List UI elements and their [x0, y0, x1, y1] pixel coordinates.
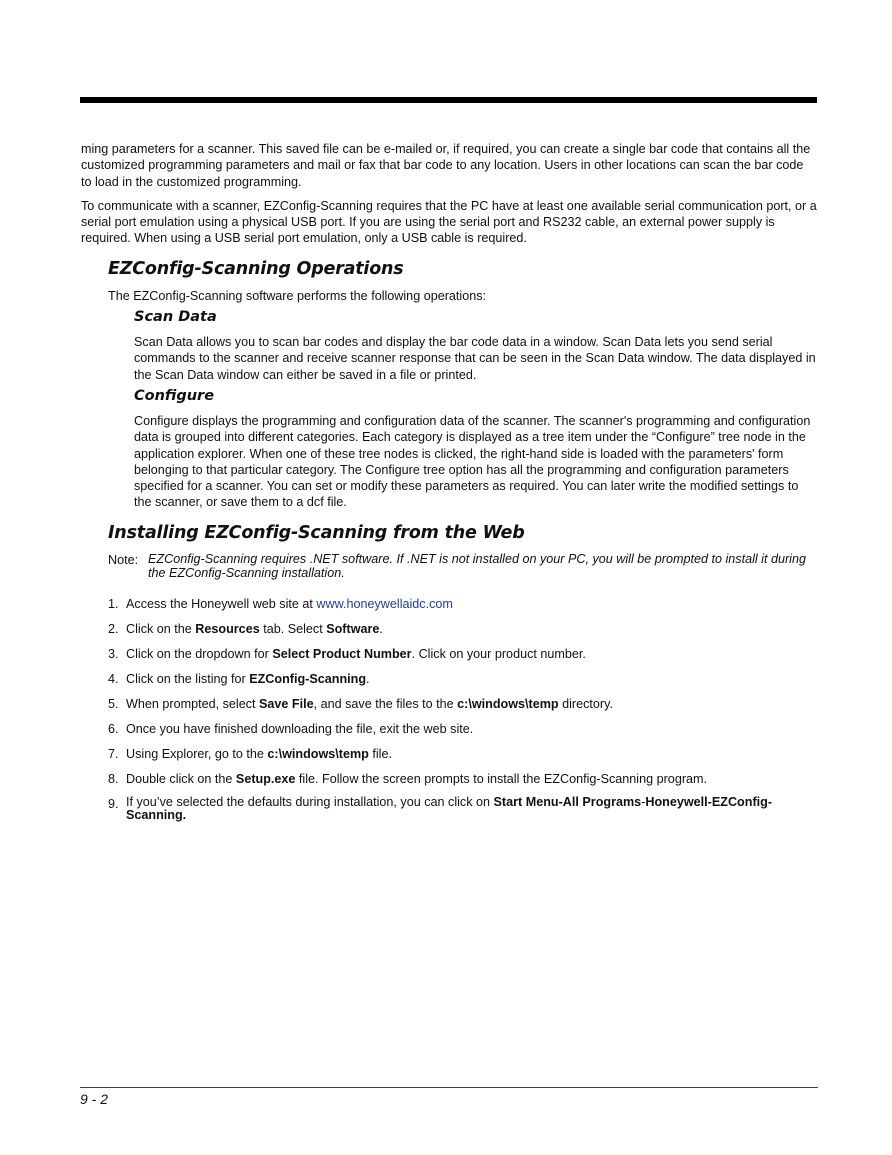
- configure-heading: Configure: [134, 387, 215, 404]
- operations-lead: The EZConfig-Scanning software performs the following operations:: [108, 288, 487, 303]
- list-item: [108, 721, 817, 737]
- configure-body: Configure displays the programming and configuration data of the scanner. The scanner's programming and configuration data is grouped into different categories. Each category is displayed as a tree item under the “Configure” tree node in the application explorer. When one of these tree nodes is clicked, the right-hand side is loaded with the parameters' form belonging to that particular category. The Configure tree option has all the programming and configuration parameters specified for a scanner. You can set or modify these parameters as required. You can later write the modified settings to the scanner, or save them to a dcf file.: [134, 413, 811, 510]
- step-number: 9.: [108, 796, 119, 811]
- list-item: [108, 696, 817, 712]
- intro-paragraph-1: ming parameters for a scanner. This saved file can be e-mailed or, if required, you can create a single bar code that contains all the customized programming parameters and mail or fax that bar code to any location. Users in other locations can scan the bar code to load in the customized programming.: [81, 142, 811, 189]
- step-text: .: [366, 671, 370, 686]
- header-rule: [80, 97, 817, 103]
- step-bold-text: Select Product Number: [272, 646, 412, 661]
- list-item: [108, 646, 817, 662]
- list-item: [108, 621, 817, 637]
- step-number: 4.: [108, 671, 119, 686]
- step-number: 6.: [108, 721, 119, 736]
- list-item: [108, 671, 817, 687]
- list-item: [108, 596, 817, 612]
- step-text: file. Follow the screen prompts to install the EZConfig-Scanning program.: [295, 771, 708, 786]
- list-item: [108, 796, 817, 822]
- footer-rule: [80, 1087, 818, 1088]
- step-bold-text: EZConfig-Scanning: [249, 671, 367, 686]
- install-steps: [108, 596, 817, 822]
- step-bold-text: Resources: [195, 621, 260, 636]
- scan-data-heading: Scan Data: [134, 309, 217, 326]
- note-text: EZConfig-Scanning requires .NET software. If .NET is not installed on your PC, you will be prompted to install it during the EZConfig-Scanning installation.: [148, 551, 806, 580]
- step-text: .: [379, 621, 383, 636]
- step-bold-text: Software: [326, 621, 380, 636]
- step-number: 1.: [108, 596, 119, 611]
- step-bold-text: Save File: [259, 696, 314, 711]
- step-bold-text: c:\windows\temp: [457, 696, 559, 711]
- install-heading: Installing EZConfig-Scanning from the Web: [108, 522, 525, 543]
- step-bold-text: Setup.exe: [235, 771, 296, 786]
- step-number: 2.: [108, 621, 119, 636]
- step-bold-text: Honeywell-EZConfig-Scanning.: [126, 794, 773, 822]
- step-text: Click on the: [126, 621, 196, 636]
- operations-heading: EZConfig-Scanning Operations: [108, 258, 404, 279]
- step-text: Access the Honeywell web site at: [126, 596, 317, 611]
- note-label: Note:: [108, 552, 139, 567]
- intro-paragraph-2: To communicate with a scanner, EZConfig-Scanning requires that the PC have at least one available serial communication port, or a serial port emulation using a physical USB port. If you are using the serial port and RS232 cable, an external power supply is required. When using a USB serial port emulation, only a USB cable is required.: [81, 198, 817, 246]
- step-number: 8.: [108, 771, 119, 786]
- step-text: If you’ve selected the defaults during installation, you can click on: [126, 794, 494, 809]
- step-bold-text: c:\windows\temp: [267, 746, 369, 761]
- step-text: directory.: [558, 696, 613, 711]
- step-number: 5.: [108, 696, 119, 711]
- list-item: [108, 746, 817, 762]
- step-text: When prompted, select: [126, 696, 259, 711]
- step-text: , and save the files to the: [313, 696, 458, 711]
- step-text: Using Explorer, go to the: [126, 746, 268, 761]
- step-text: Once you have finished downloading the file, exit the web site.: [126, 721, 474, 736]
- step-text: Click on the listing for: [126, 671, 250, 686]
- step-text: -: [641, 794, 646, 809]
- list-item: [108, 771, 817, 787]
- step-bold-text: Start Menu-All Programs: [493, 794, 642, 809]
- page-content: [81, 141, 817, 831]
- step-text: file.: [368, 746, 392, 761]
- scan-data-body: Scan Data allows you to scan bar codes and display the bar code data in a window. Scan Data lets you send serial commands to the scanner and receive scanner response that can be seen in the Scan Data window. The data displayed in the Scan Data window can either be saved in a file or printed.: [134, 335, 816, 382]
- step-text: tab. Select: [259, 621, 327, 636]
- step-text: . Click on your product number.: [411, 646, 586, 661]
- step-text: Double click on the: [126, 771, 236, 786]
- step-number: 7.: [108, 746, 119, 761]
- install-note: [108, 552, 817, 580]
- page-number: 9 - 2: [80, 1091, 109, 1107]
- step-number: 3.: [108, 646, 119, 661]
- honeywell-website-link[interactable]: www.honeywellaidc.com: [316, 596, 453, 611]
- step-text: Click on the dropdown for: [126, 646, 273, 661]
